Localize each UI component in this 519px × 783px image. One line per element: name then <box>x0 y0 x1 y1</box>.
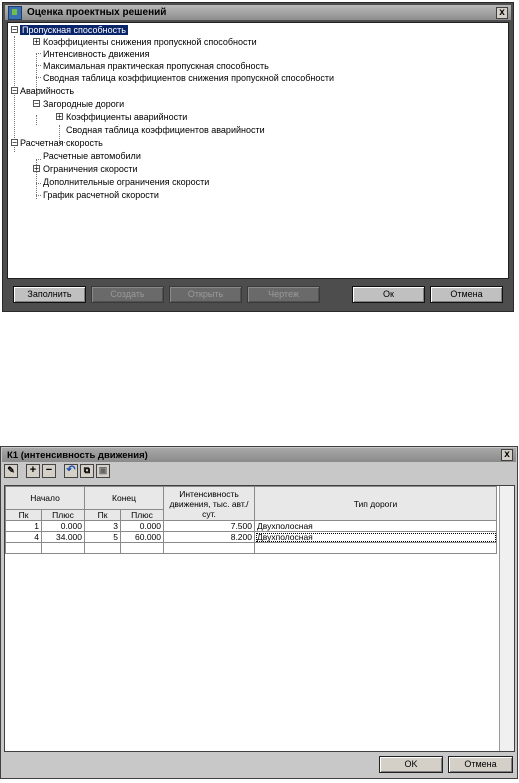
evaluation-dialog <box>2 2 514 312</box>
tree-connector <box>36 195 41 196</box>
copy-icon[interactable]: ⧉ <box>80 464 94 478</box>
tree-item-rural-roads[interactable]: Загородные дороги <box>43 99 125 109</box>
cell-start-pk[interactable]: 1 <box>6 521 42 532</box>
ok-button[interactable]: OK <box>379 756 443 773</box>
tree-item-capacity-summary-table[interactable]: Сводная таблица коэффициентов снижения пропускной способности <box>43 73 335 83</box>
tree-connector <box>36 183 41 184</box>
table-row[interactable] <box>6 521 497 532</box>
cell-end-plus[interactable]: 60.000 <box>121 532 164 543</box>
title-bar[interactable] <box>2 448 516 462</box>
tree-connector <box>36 77 41 78</box>
cancel-button[interactable]: Отмена <box>430 286 503 303</box>
table-row[interactable] <box>6 532 497 543</box>
cell-start-plus[interactable]: 34.000 <box>42 532 85 543</box>
empty-row[interactable] <box>6 543 497 554</box>
header-start-pk: Пк <box>6 510 42 521</box>
tree-connector <box>36 53 41 54</box>
cell-end-pk[interactable]: 5 <box>85 532 121 543</box>
cancel-button[interactable]: Отмена <box>448 756 513 773</box>
ok-button[interactable]: Ок <box>352 286 425 303</box>
tree-item-accident-coefficients[interactable]: Коэффициенты аварийности <box>66 112 188 122</box>
collapse-icon[interactable]: − <box>12 138 17 147</box>
remove-row-icon[interactable]: − <box>42 464 56 478</box>
empty-cell[interactable] <box>42 543 85 554</box>
create-button[interactable]: Создать <box>91 286 164 303</box>
tree-connector <box>36 115 37 125</box>
header-end: Конец <box>85 487 164 510</box>
intensity-table <box>5 486 497 554</box>
cell-start-pk[interactable]: 4 <box>6 532 42 543</box>
tree-item-additional-speed-limits[interactable]: Дополнительные ограничения скорости <box>43 177 210 187</box>
close-icon[interactable]: x <box>496 7 508 19</box>
expand-icon[interactable]: + <box>57 112 62 121</box>
collapse-icon[interactable]: − <box>12 25 17 34</box>
header-road-type: Тип дороги <box>255 487 497 521</box>
add-row-icon[interactable]: + <box>26 464 40 478</box>
dialog-title: К1 (интенсивность движения) <box>7 449 148 461</box>
cell-intensity[interactable]: 7.500 <box>164 521 255 532</box>
button-row <box>3 286 513 306</box>
expand-icon[interactable]: + <box>34 164 39 173</box>
cell-end-plus[interactable]: 0.000 <box>121 521 164 532</box>
dialog-title: Оценка проектных решений <box>27 7 167 18</box>
empty-cell[interactable] <box>121 543 164 554</box>
header-start: Начало <box>6 487 85 510</box>
toolbar-separator <box>58 464 62 480</box>
header-end-pk: Пк <box>85 510 121 521</box>
header-start-plus: Плюс <box>42 510 85 521</box>
cell-road-type[interactable]: Двухполосная <box>255 521 497 532</box>
close-icon[interactable]: x <box>501 449 513 461</box>
expand-icon[interactable]: + <box>34 37 39 46</box>
tree-item-capacity[interactable] <box>20 24 128 36</box>
tree-item-capacity-reduction-coefficients[interactable]: Коэффициенты снижения пропускной способности <box>43 37 257 47</box>
vertical-scrollbar[interactable] <box>499 486 514 751</box>
paste-icon[interactable]: ▣ <box>96 464 110 478</box>
header-end-plus: Плюс <box>121 510 164 521</box>
undo-icon[interactable]: ↶ <box>64 464 78 478</box>
empty-cell[interactable] <box>164 543 255 554</box>
data-grid[interactable] <box>4 485 515 752</box>
empty-cell[interactable] <box>85 543 121 554</box>
empty-cell[interactable] <box>255 543 497 554</box>
tree-connector <box>36 159 41 160</box>
tree-item-label: Пропускная способность <box>22 25 126 35</box>
collapse-icon[interactable]: − <box>34 99 39 108</box>
fill-button[interactable]: Заполнить <box>13 286 86 303</box>
cell-intensity[interactable]: 8.200 <box>164 532 255 543</box>
tree-item-design-vehicles[interactable]: Расчетные автомобили <box>43 151 141 161</box>
tree-connector <box>36 65 41 66</box>
tree-view[interactable] <box>7 22 509 279</box>
drawing-button[interactable]: Чертеж <box>247 286 320 303</box>
tree-item-design-speed-chart[interactable]: График расчетной скорости <box>43 190 159 200</box>
empty-cell[interactable] <box>6 543 42 554</box>
cell-end-pk[interactable]: 3 <box>85 521 121 532</box>
open-button[interactable]: Открыть <box>169 286 242 303</box>
header-intensity: Интенсивность движения, тыс. авт./сут. <box>164 487 255 521</box>
cell-road-type[interactable]: Двухполосная <box>255 532 497 543</box>
toolbar <box>4 464 110 480</box>
tree-item-speed-limits[interactable]: Ограничения скорости <box>43 164 138 174</box>
intensity-dialog <box>0 446 518 779</box>
edit-icon[interactable]: ✎ <box>4 464 18 478</box>
app-icon <box>8 6 22 20</box>
tree-item-design-speed[interactable]: Расчетная скорость <box>20 138 103 148</box>
tree-item-traffic-intensity[interactable]: Интенсивность движения <box>43 49 150 59</box>
cell-start-plus[interactable]: 0.000 <box>42 521 85 532</box>
toolbar-separator <box>20 464 24 480</box>
title-bar[interactable] <box>5 5 511 20</box>
tree-item-accident-rate[interactable]: Аварийность <box>20 86 75 96</box>
collapse-icon[interactable]: − <box>12 86 17 95</box>
tree-item-accident-summary-table[interactable]: Сводная таблица коэффициентов аварийности <box>66 125 265 135</box>
tree-item-max-practical-capacity[interactable]: Максимальная практическая пропускная способность <box>43 61 269 71</box>
